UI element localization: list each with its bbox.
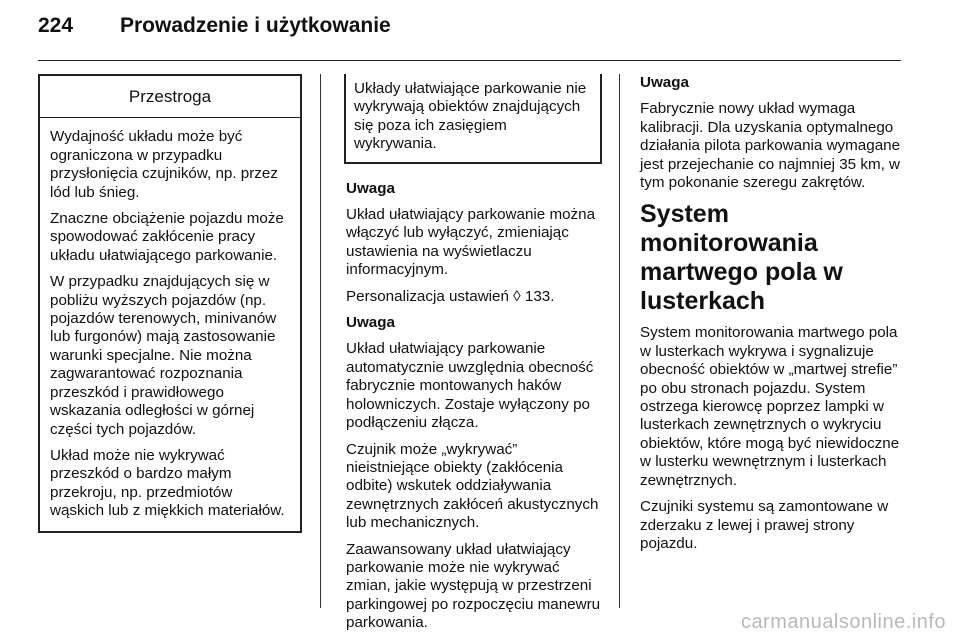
warning-paragraph: W przypadku znajdujących się w pobliżu wyższych pojazdów (np. pojazdów terenowych, minivanów lub furgonów) mają zastosowanie warunki specjalne. Nie można zagwarantować rozpoznania przeszkód i prawidłowego wskazania odległości w górnej części tych pojazdów.: [50, 273, 277, 438]
page-header: [38, 14, 922, 44]
warning-title: Przestroga: [40, 74, 300, 118]
column-left: [38, 74, 302, 533]
note-label: Uwaga: [640, 74, 689, 91]
column-divider: [619, 74, 620, 608]
note-label: Uwaga: [346, 314, 395, 332]
watermark: carmanualsonline.info: [740, 611, 946, 633]
warning-paragraph: Układ może nie wykrywać przeszkód o bardzo małym przekroju, np. przedmiotów wąskich lub z miękkich materiałów.: [50, 446, 285, 520]
body-paragraph: Zaawansowany układ ułatwiający parkowanie może nie wykrywać zmian, jakie występują w przestrzeni parkingowej po rozpoczęciu manewru parkowania.: [346, 540, 601, 632]
note-text: Fabrycznie nowy układ wymaga kalibracji. Dla uzyskania optymalnego działania pilota parkowania wymagane jest przejechanie co najmniej 35 km, w tym pokonanie szeregu zakrętów.: [640, 100, 901, 192]
column-middle: [346, 74, 602, 641]
body-paragraph: Czujnik może „wykrywać” nieistniejące obiekty (zakłócenia odbite) wskutek oddziaływania zewnętrznych zakłóceń akustycznych lub mechanicznych.: [346, 440, 599, 532]
column-right: [640, 74, 902, 561]
warning-paragraph: Znaczne obciążenie pojazdu może spowodować zakłócenie pracy układu ułatwiającego parkowanie.: [50, 210, 284, 264]
page-title: Prowadzenie i użytkowanie: [120, 14, 391, 37]
continued-warning-text: Układy ułatwiające parkowanie nie wykrywają obiektów znajdujących się poza ich zasięgiem wykrywania.: [354, 80, 587, 153]
header-rule: [38, 60, 901, 61]
warning-body: [40, 118, 300, 530]
body-paragraph: System monitorowania martwego pola w lusterkach wykrywa i sygnalizuje obecność obiektów w „martwej strefie” po obu stronach pojazdu. System ostrzega kierowcę poprzez lampki w lusterkach zewnętrznych o wykryciu obiektów, które mogą być niewidoczne w lusterku wewnętrznym i lusterkach zewnętrznych.: [640, 324, 900, 489]
note-text: Układ ułatwiający parkowanie można włączyć lub wyłączyć, zmieniając ustawienia na wyświetlaczu informacyjnym.: [346, 206, 596, 279]
note-label: Uwaga: [346, 179, 395, 197]
warning-box: [38, 74, 302, 533]
page-number: 224: [38, 14, 74, 37]
continued-warning-box: [344, 74, 602, 164]
warning-paragraph: Wydajność układu może być ograniczona w przypadku przysłonięcia czujników, np. przez lód lub śnieg.: [50, 128, 278, 201]
note-text: Układ ułatwiający parkowanie automatycznie uwzględnia obecność fabrycznie montowanych haków holowniczych. Zostaje wyłączony po podłączeniu złącza.: [346, 340, 594, 432]
body-paragraph: Czujniki systemu są zamontowane w zderzaku z lewej i prawej strony pojazdu.: [640, 498, 889, 552]
personalization-reference: Personalizacja ustawień ◊ 133.: [346, 287, 555, 305]
column-divider: [320, 74, 321, 608]
section-heading: System monitorowania martwego pola w lusterkach: [640, 200, 843, 316]
